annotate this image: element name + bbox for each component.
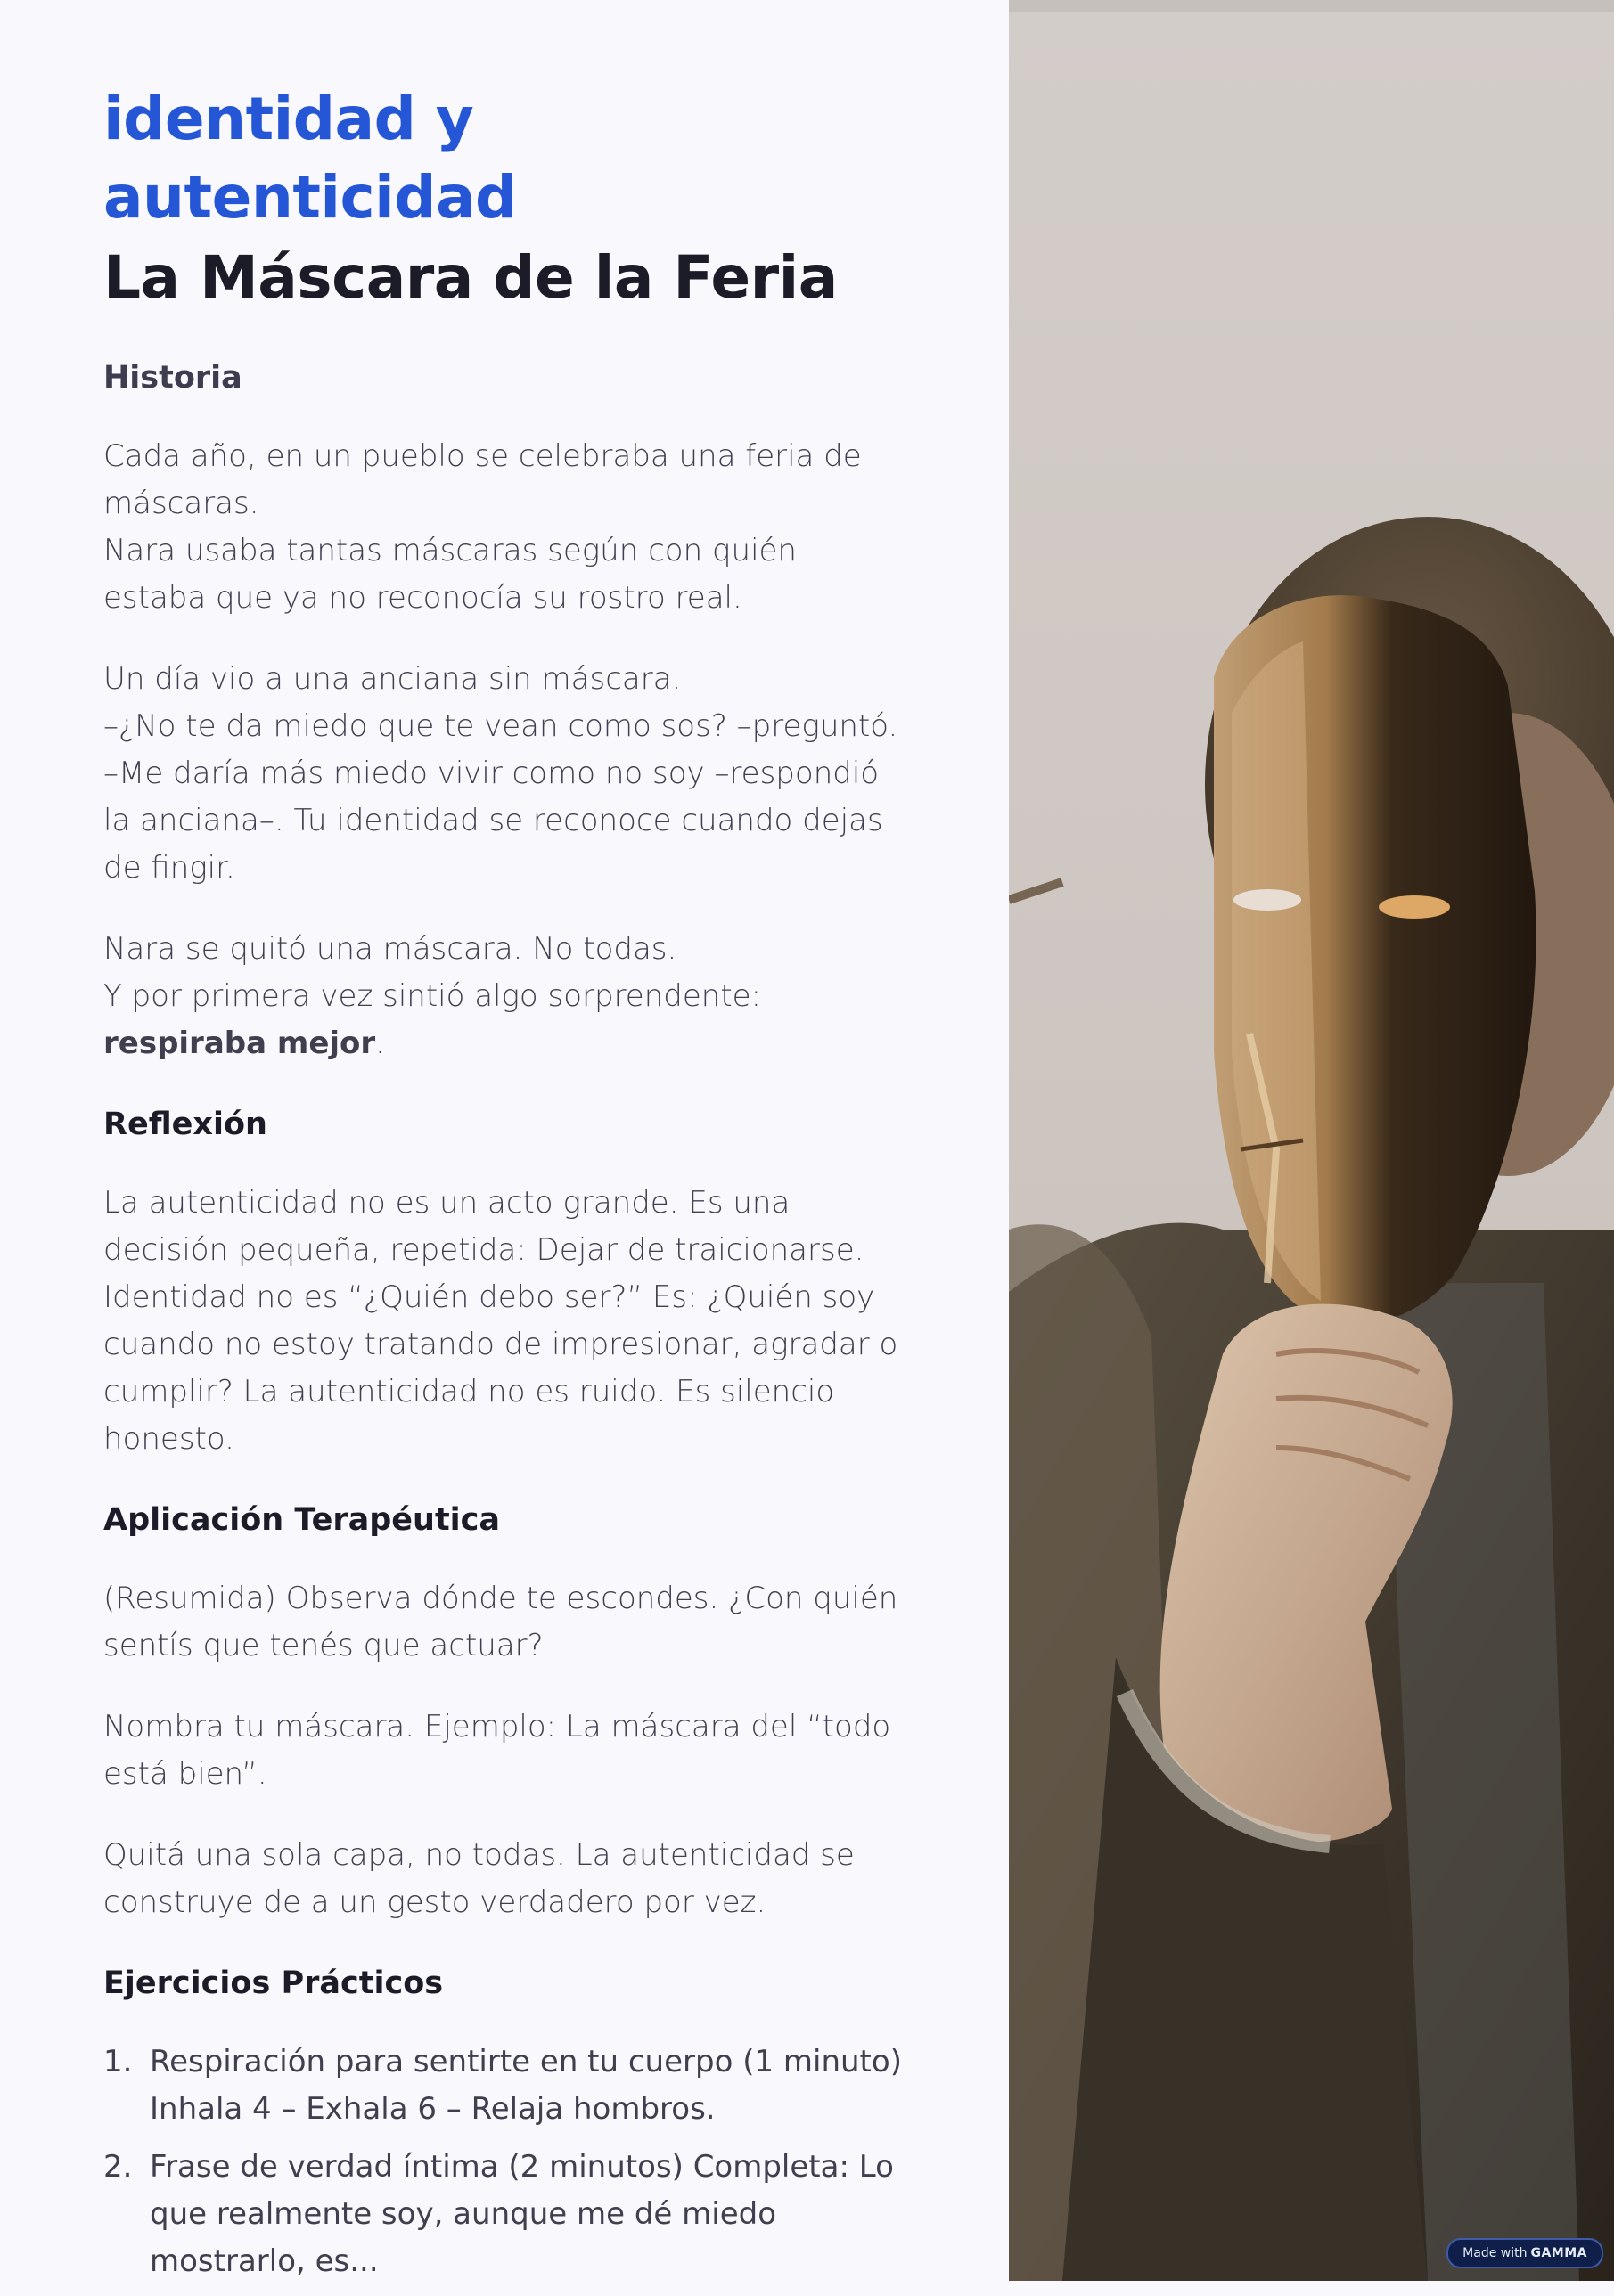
emphasis-text: respiraba mejor (103, 1025, 376, 1061)
list-item (103, 2039, 905, 2133)
badge-prefix: Made with (1462, 2246, 1528, 2260)
heading-historia: Historia (103, 360, 242, 396)
text-line: –Me daría más miedo vivir como no soy –respondió la anciana–. Tu identidad se reconoce cuando dejas de fingir. (103, 756, 883, 886)
text-line: Inhala 4 – Exhala 6 – Relaja hombros. (150, 2091, 716, 2127)
text-line: Frase de verdad íntima (2 minutos) Completa: Lo que realmente soy, aunque me dé miedo mostrarlo, es... (150, 2149, 894, 2279)
made-with-badge[interactable] (1446, 2238, 1603, 2268)
text-segment: . (375, 1025, 385, 1061)
reflexion-paragraph: La autenticidad no es un acto grande. Es una decisión pequeña, repetida: Dejar de traicionarse. Identidad no es “¿Quién debo ser?” Es: ¿Quién soy cuando no estoy tratando de impresionar, agradar o cumplir? La autenticidad no es ruido. Es silencio honesto. (103, 1185, 898, 1457)
text-line: Nara usaba tantas máscaras según con quién estaba que ya no reconocía su rostro real. (103, 533, 797, 616)
eyebrow-title: identidad y autenticidad (103, 85, 517, 232)
heading-ejercicios: Ejercicios Prácticos (103, 1965, 444, 2001)
gamma-logo: GAMMA (1530, 2246, 1587, 2260)
text-line (103, 973, 905, 1067)
text-line: Cada año, en un pueblo se celebraba una feria de máscaras. (103, 438, 862, 521)
text-line: Nara se quitó una máscara. No todas. (103, 931, 677, 967)
aplicacion-paragraph-1: (Resumida) Observa dónde te escondes. ¿Con quién sentís que tenés que actuar? (103, 1581, 898, 1663)
heading-reflexion: Reflexión (103, 1107, 267, 1142)
photo-panel (1009, 0, 1614, 2281)
heading-aplicacion: Aplicación Terapéutica (103, 1502, 501, 1538)
text-line: Respiración para sentirte en tu cuerpo (1 minuto) (150, 2044, 902, 2079)
historia-paragraph-1 (103, 433, 905, 622)
page-title: La Máscara de la Feria (103, 243, 838, 312)
text-line: –¿No te da miedo que te vean como sos? –preguntó. (103, 708, 898, 744)
exercise-list (103, 2039, 905, 2285)
document-content (103, 80, 905, 2296)
text-line: Un día vio a una anciana sin máscara. (103, 661, 682, 697)
aplicacion-paragraph-3: Quitá una sola capa, no todas. La autenticidad se construye de a un gesto verdadero por vez. (103, 1837, 855, 1920)
historia-paragraph-3 (103, 926, 905, 1067)
list-item (103, 2144, 905, 2285)
list-number: 1. (103, 2044, 133, 2079)
list-number: 2. (103, 2149, 133, 2185)
aplicacion-paragraph-2: Nombra tu máscara. Ejemplo: La máscara del “todo está bien”. (103, 1709, 891, 1792)
man-holding-wooden-mask-photo (1009, 0, 1614, 2281)
text-segment: Y por primera vez sintió algo sorprendente: (103, 978, 762, 1014)
historia-paragraph-2 (103, 656, 905, 892)
